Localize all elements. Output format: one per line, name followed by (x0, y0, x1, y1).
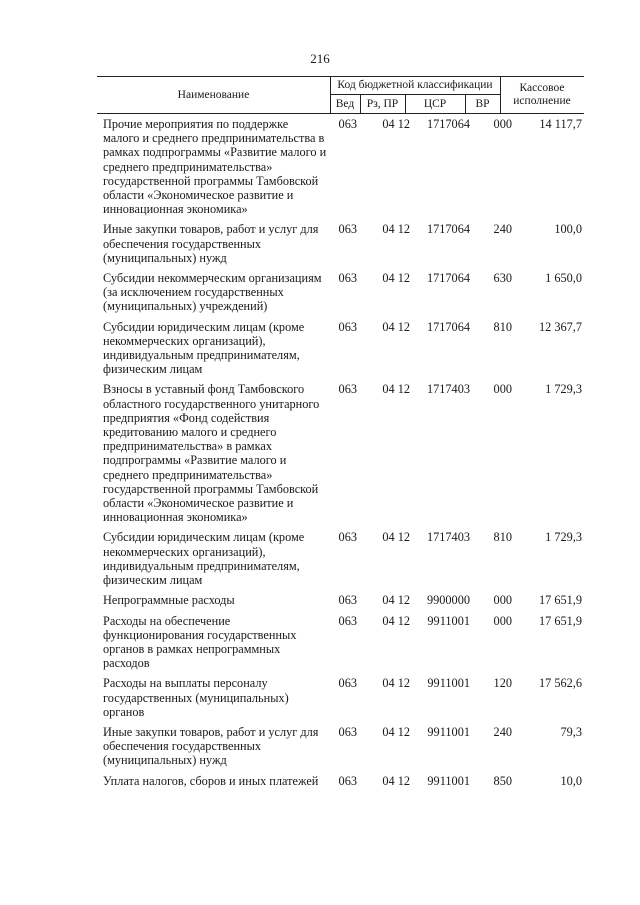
row-csr: 1717064 (426, 271, 470, 286)
row-rz-pr: 04 12 (382, 724, 410, 739)
table-row (97, 222, 584, 265)
row-ved: 063 (338, 676, 357, 691)
row-vr: 120 (493, 676, 512, 691)
header-vr: ВР (475, 97, 490, 110)
table-row (97, 117, 584, 216)
row-rz-pr: 04 12 (382, 117, 410, 131)
row-vr: 850 (493, 773, 512, 788)
table-row (97, 676, 584, 719)
row-rz-pr: 04 12 (382, 530, 410, 545)
row-rz-pr: 04 12 (382, 593, 410, 608)
row-vr: 630 (493, 271, 512, 286)
table-row (97, 320, 584, 377)
row-name: Непрограммные расходы (103, 593, 235, 608)
row-ved: 063 (338, 724, 357, 739)
header-name: Наименование (177, 88, 250, 101)
row-sum: 17 562,6 (538, 676, 582, 691)
row-name: Прочие мероприятия по поддержке малого и среднего предпринимательства в рамках подпрограммы «Развитие малого и среднего предпринимательства» государственной программы Тамбовской области «Экономическое развитие и инновационная экономика» (103, 117, 327, 217)
table-row (97, 614, 584, 671)
row-sum: 17 651,9 (538, 613, 582, 628)
row-rz-pr: 04 12 (382, 613, 410, 628)
table-row (97, 271, 584, 314)
row-ved: 063 (338, 222, 357, 237)
row-ved: 063 (338, 773, 357, 788)
row-csr: 9911001 (427, 724, 470, 739)
row-ved: 063 (338, 613, 357, 628)
row-csr: 9900000 (426, 593, 470, 608)
row-name: Субсидии юридическим лицам (кроме некоммерческих организаций), индивидуальным предпринимателям, физическим лицам (103, 530, 305, 588)
row-rz-pr: 04 12 (382, 222, 410, 237)
row-vr: 810 (493, 319, 512, 334)
row-ved: 063 (338, 271, 357, 286)
table-row (97, 725, 584, 768)
header-budget-code: Код бюджетной классификации (337, 79, 493, 91)
row-sum: 10,0 (560, 773, 582, 788)
row-name: Расходы на обеспечение функционирования государственных органов в рамках непрограммных расходов (103, 613, 297, 671)
row-csr: 1717064 (426, 117, 470, 131)
row-name: Иные закупки товаров, работ и услуг для обеспечения государственных (муниципальных) нужд (103, 724, 319, 768)
row-ved: 063 (338, 117, 357, 131)
row-sum: 14 117,7 (539, 117, 582, 131)
page-number: 216 (310, 51, 330, 66)
table-header (97, 76, 584, 114)
table-row (97, 593, 584, 607)
row-sum: 100,0 (554, 222, 582, 237)
row-name: Уплата налогов, сборов и иных платежей (103, 773, 319, 788)
table-body (97, 117, 584, 794)
row-vr: 000 (493, 117, 512, 131)
row-vr: 810 (493, 530, 512, 545)
row-csr: 1717403 (426, 530, 470, 545)
row-rz-pr: 04 12 (382, 271, 410, 286)
table-row (97, 530, 584, 587)
row-ved: 063 (338, 593, 357, 608)
row-sum: 1 729,3 (545, 530, 582, 545)
row-ved: 063 (338, 382, 357, 397)
row-sum: 1 650,0 (545, 271, 582, 286)
header-rz-pr: Рз, ПР (366, 97, 399, 110)
row-csr: 9911001 (427, 773, 470, 788)
row-rz-pr: 04 12 (382, 319, 410, 334)
row-vr: 000 (493, 593, 512, 608)
row-csr: 9911001 (427, 613, 470, 628)
row-name: Субсидии юридическим лицам (кроме некоммерческих организаций), индивидуальным предпринимателям, физическим лицам (103, 319, 305, 377)
row-name: Субсидии некоммерческим организациям (за исключением государственных (муниципальных) учреждений) (103, 271, 322, 314)
row-name: Расходы на выплаты персоналу государственных (муниципальных) органов (103, 676, 289, 719)
row-vr: 240 (493, 724, 512, 739)
row-rz-pr: 04 12 (382, 676, 410, 691)
row-sum: 79,3 (560, 724, 582, 739)
table-row (97, 382, 584, 524)
row-vr: 000 (493, 613, 512, 628)
row-ved: 063 (338, 530, 357, 545)
header-cash: Кассовое исполнение (513, 82, 571, 107)
header-ved: Вед (335, 97, 355, 110)
row-csr: 1717064 (426, 222, 470, 237)
row-csr: 1717064 (426, 319, 470, 334)
row-ved: 063 (338, 319, 357, 334)
row-csr: 1717403 (426, 382, 470, 397)
row-sum: 17 651,9 (538, 593, 582, 608)
row-vr: 000 (493, 382, 512, 397)
row-rz-pr: 04 12 (382, 773, 410, 788)
header-csr: ЦСР (423, 97, 447, 110)
row-vr: 240 (493, 222, 512, 237)
row-name: Иные закупки товаров, работ и услуг для обеспечения государственных (муниципальных) нужд (103, 222, 319, 265)
row-sum: 12 367,7 (538, 319, 582, 334)
row-sum: 1 729,3 (545, 382, 582, 397)
row-csr: 9911001 (427, 676, 470, 691)
row-name: Взносы в уставный фонд Тамбовского областного государственного унитарного предприятия «Фонд содействия кредитованию малого и среднего предпринимательства» в рамках подпрограммы «Развитие малого и среднего предпринимательства» государственной программы Тамбовской области «Экономическое развитие и инновационная экономика» (103, 382, 320, 525)
table-row (97, 774, 584, 788)
row-rz-pr: 04 12 (382, 382, 410, 397)
